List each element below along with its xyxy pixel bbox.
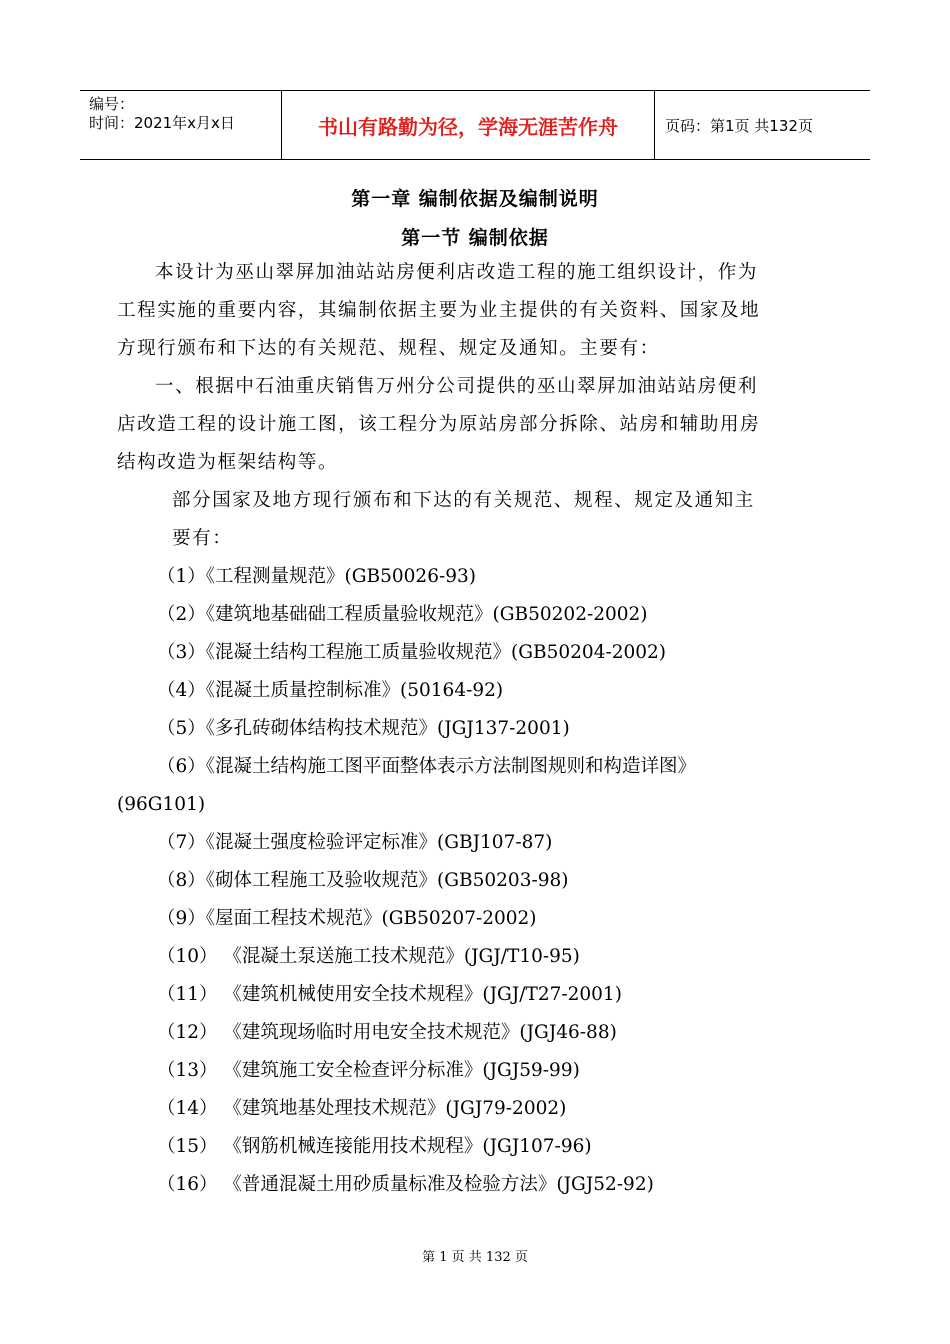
standard-item: （1）《工程测量规范》(GB50026-93)	[157, 566, 476, 587]
paragraph2-line: 结构改造为框架结构等。	[117, 452, 339, 473]
standard-item: （6）《混凝土结构施工图平面整体表示方法制图规则和构造详图》	[157, 756, 697, 777]
header-page-info: 页码：第1页 共132页	[665, 116, 813, 135]
paragraph1-line: 方现行颁布和下达的有关规范、规程、规定及通知。主要有：	[117, 338, 660, 359]
section-title: 第一节 编制依据	[401, 227, 549, 249]
page-footer: 第 1 页 共 132 页	[422, 1250, 528, 1265]
standard-item: （4）《混凝土质量控制标准》(50164-92)	[157, 680, 504, 701]
page-header	[80, 90, 870, 160]
standard-item: （9）《屋面工程技术规范》(GB50207-2002)	[157, 908, 537, 929]
standard-item: （7）《混凝土强度检验评定标准》(GBJ107-87)	[157, 832, 553, 853]
header-meta	[80, 91, 281, 159]
chapter-title: 第一章 编制依据及编制说明	[351, 188, 599, 210]
paragraph1-line: 工程实施的重要内容，其编制依据主要为业主提供的有关资料、国家及地	[117, 300, 761, 321]
standard-item: （14） 《建筑地基处理技术规范》(JGJ79-2002)	[157, 1098, 567, 1119]
standard-item: (96G101)	[117, 794, 206, 815]
standard-item: （5）《多孔砖砌体结构技术规范》(JGJ137-2001)	[157, 718, 570, 739]
standard-item: （15） 《钢筋机械连接能用技术规程》(JGJ107-96)	[157, 1136, 592, 1157]
document-time-label: 时间：2021年x月x日	[89, 114, 235, 132]
standard-item: （12） 《建筑现场临时用电安全技术规范》(JGJ46-88)	[157, 1022, 617, 1043]
paragraph1-line: 本设计为巫山翠屏加油站站房便利店改造工程的施工组织设计，作为	[155, 262, 759, 283]
document-number-label: 编号：	[89, 95, 135, 113]
standard-item: （16） 《普通混凝土用砂质量标准及检验方法》(JGJ52-92)	[157, 1174, 654, 1195]
header-motto: 书山有路勤为径，学海无涯苦作舟	[281, 91, 655, 159]
standard-item: （13） 《建筑施工安全检查评分标准》(JGJ59-99)	[157, 1060, 580, 1081]
paragraph3-line: 部分国家及地方现行颁布和下达的有关规范、规程、规定及通知主	[172, 490, 755, 511]
standard-item: （10） 《混凝土泵送施工技术规范》(JGJ/T10-95)	[157, 946, 580, 967]
standard-item: （8）《砌体工程施工及验收规范》(GB50203-98)	[157, 870, 569, 891]
paragraph3-line: 要有：	[172, 528, 233, 549]
paragraph2-line: 店改造工程的设计施工图，该工程分为原站房部分拆除、站房和辅助用房	[117, 414, 761, 435]
paragraph2-line: 一、根据中石油重庆销售万州分公司提供的巫山翠屏加油站站房便利	[155, 376, 759, 397]
standard-item: （11） 《建筑机械使用安全技术规程》(JGJ/T27-2001)	[157, 984, 622, 1005]
standard-item: （2）《建筑地基础础工程质量验收规范》(GB50202-2002)	[157, 604, 648, 625]
standard-item: （3）《混凝土结构工程施工质量验收规范》(GB50204-2002)	[157, 642, 667, 663]
